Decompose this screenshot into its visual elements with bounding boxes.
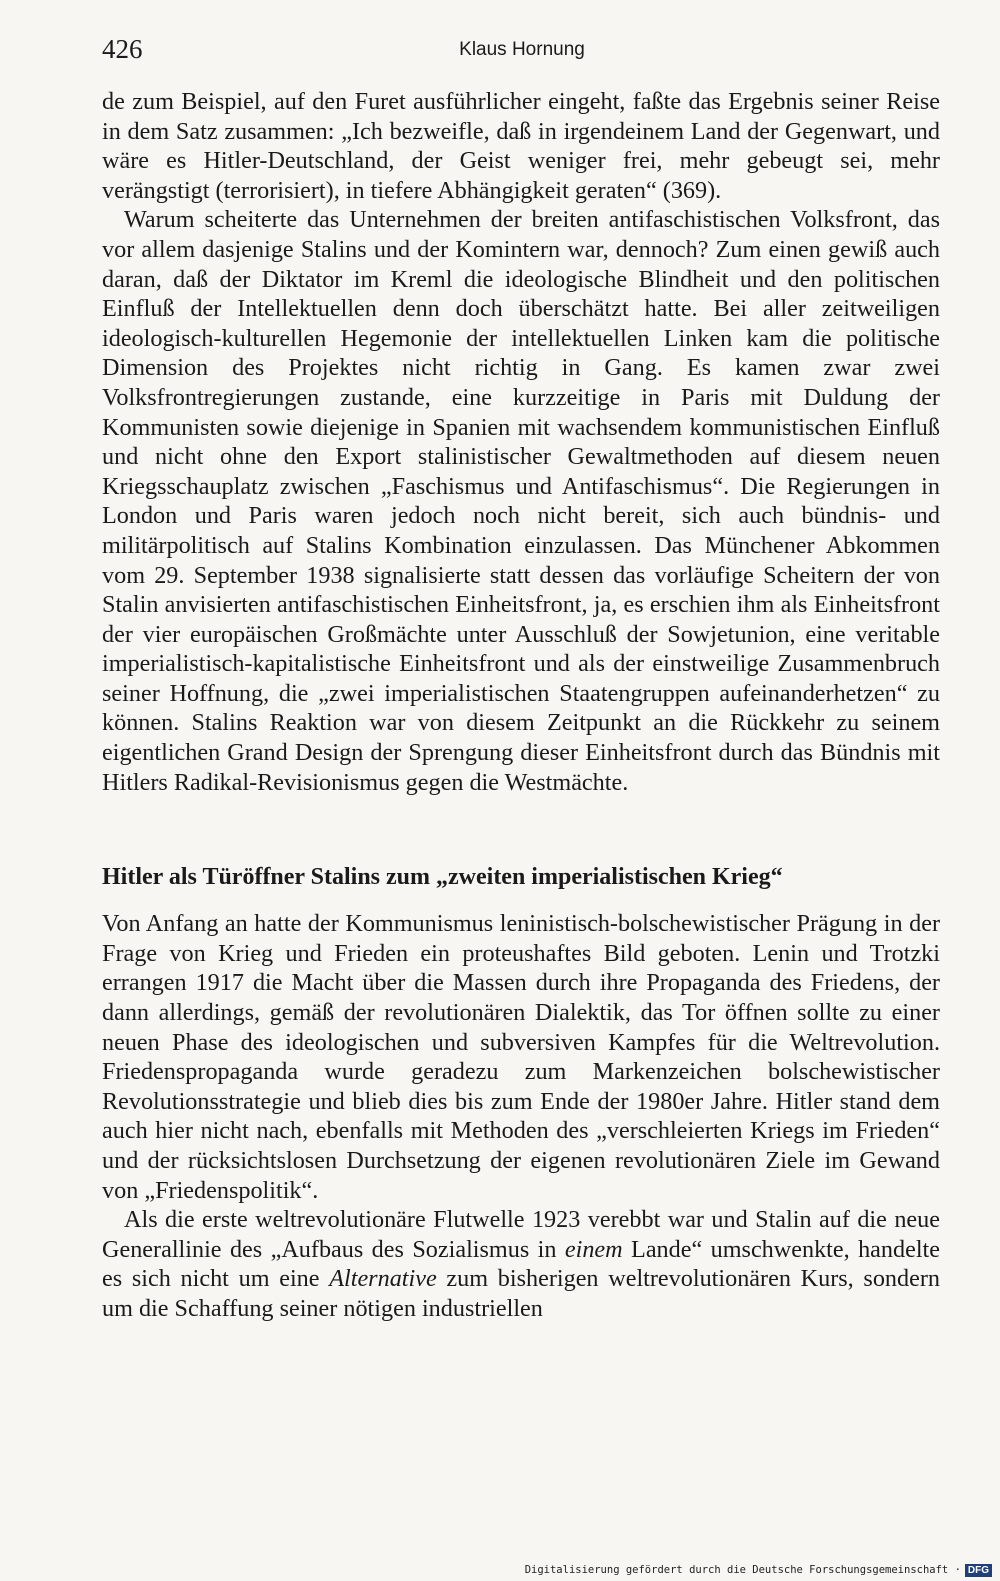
section-paragraph-2-text-c: zum bisherigen weltrevolutionären Kurs, sondern um die Schaffung seiner nötigen industriellen bbox=[102, 1265, 940, 1322]
page-number: 426 bbox=[102, 34, 143, 64]
page-header bbox=[102, 34, 942, 70]
paragraph-1-text: de zum Beispiel, auf den Furet ausführlicher eingeht, faßte das Ergebnis seiner Reise in dem Satz zusammen: „Ich bezweifle, daß in irgendeinem Land der Gegenwart, und wäre es Hitler-Deutschland, der Geist weniger frei, mehr gebeugt sei, mehr verängstigt (terrorisiert), in tiefere Abhängigkeit geraten“ (369). bbox=[102, 88, 940, 204]
paragraph-2 bbox=[102, 205, 940, 797]
running-head: Klaus Hornung bbox=[459, 39, 585, 60]
section-paragraph-2-emphasis-alternative: Alternative bbox=[329, 1265, 437, 1293]
paragraph-1 bbox=[102, 87, 940, 205]
section-paragraph-2-text-a: Als die erste weltrevolutionäre Flutwelle 1923 verebbt war und Stalin auf die neue Generallinie des „Aufbaus des Sozialismus in bbox=[102, 1206, 940, 1263]
section-heading: Hitler als Türöffner Stalins zum „zweiten imperialistischen Krieg“ bbox=[102, 864, 783, 891]
section-paragraph-2 bbox=[102, 1205, 940, 1323]
body-text bbox=[102, 87, 940, 1324]
section-paragraph-1 bbox=[102, 909, 940, 1205]
digitization-credit-text: Digitalisierung gefördert durch die Deutsche Forschungsgemeinschaft · bbox=[524, 1564, 961, 1576]
dfg-logo: DFG bbox=[965, 1564, 992, 1577]
section-paragraph-2-text-b: Lande“ umschwenkte, handelte es sich nicht um eine bbox=[102, 1235, 940, 1293]
section-paragraph-1-text: Von Anfang an hatte der Kommunismus leninistisch-bolschewistischer Prägung in der Frage von Krieg und Frieden ein proteushaftes Bild geboten. Lenin und Trotzki errangen 1917 die Macht über die Massen durch ihre Propaganda des Friedens, der dann allerdings, gemäß der revolutionären Dialektik, das Tor öffnen sollte zu einer neuen Phase des ideologischen und subversiven Kampfes für die Weltrevolution. Friedenspropaganda wurde geradezu zum Markenzeichen bolschewistischer Revolutionsstrategie und blieb dies bis zum Ende der 1980er Jahre. Hitler stand dem auch hier nicht nach, ebenfalls mit Methoden des „verschleierten Kriegs im Frieden“ und der rücksichtslosen Durchsetzung der eigenen revolutionären Ziele im Gewand von „Friedenspolitik“. bbox=[102, 910, 940, 1204]
paragraph-2-text: Warum scheiterte das Unternehmen der breiten antifaschistischen Volksfront, das vor allem dasjenige Stalins und der Komintern war, dennoch? Zum einen gewiß auch daran, daß der Diktator im Kreml die ideologische Blindheit und den politischen Einfluß der Intellektuellen denn doch überschätzt hatte. Bei aller zeitweiligen ideologisch-kulturellen Hegemonie der intellektuellen Linken kam die politische Dimension des Projektes nicht richtig in Gang. Es kamen zwar zwei Volksfrontregierungen zustande, eine kurzzeitige in Paris mit Duldung der Kommunisten sowie diejenige in Spanien mit wachsendem kommunistischen Einfluß und nicht ohne den Export stalinistischer Gewaltmethoden auf diesem neuen Kriegsschauplatz zwischen „Faschismus und Antifaschismus“. Die Regierungen in London und Paris waren jedoch noch nicht bereit, sich auch bündnis- und militärpolitisch auf Stalins Kombination einzulassen. Das Münchener Abkommen vom 29. September 1938 signalisierte statt dessen das vorläufige Scheitern der von Stalin anvisierten antifaschistischen Einheitsfront, ja, es erschien ihm als Einheitsfront der vier europäischen Großmächte unter Ausschluß der Sowjetunion, eine veritable imperialistisch-kapitalistische Einheitsfront und als der einstweilige Zusammenbruch seiner Hoffnung, die „zwei imperialistischen Staatengruppen aufeinanderhetzen“ zu können. Stalins Reaktion war von diesem Zeitpunkt an die Rückkehr zu seinem eigentlichen Grand Design der Sprengung dieser Einheitsfront durch das Bündnis mit Hitlers Radikal-Revisionismus gegen die Westmächte. bbox=[102, 206, 940, 796]
section-paragraph-2-emphasis-einem: einem bbox=[564, 1235, 623, 1263]
digitization-credit bbox=[525, 1563, 992, 1577]
